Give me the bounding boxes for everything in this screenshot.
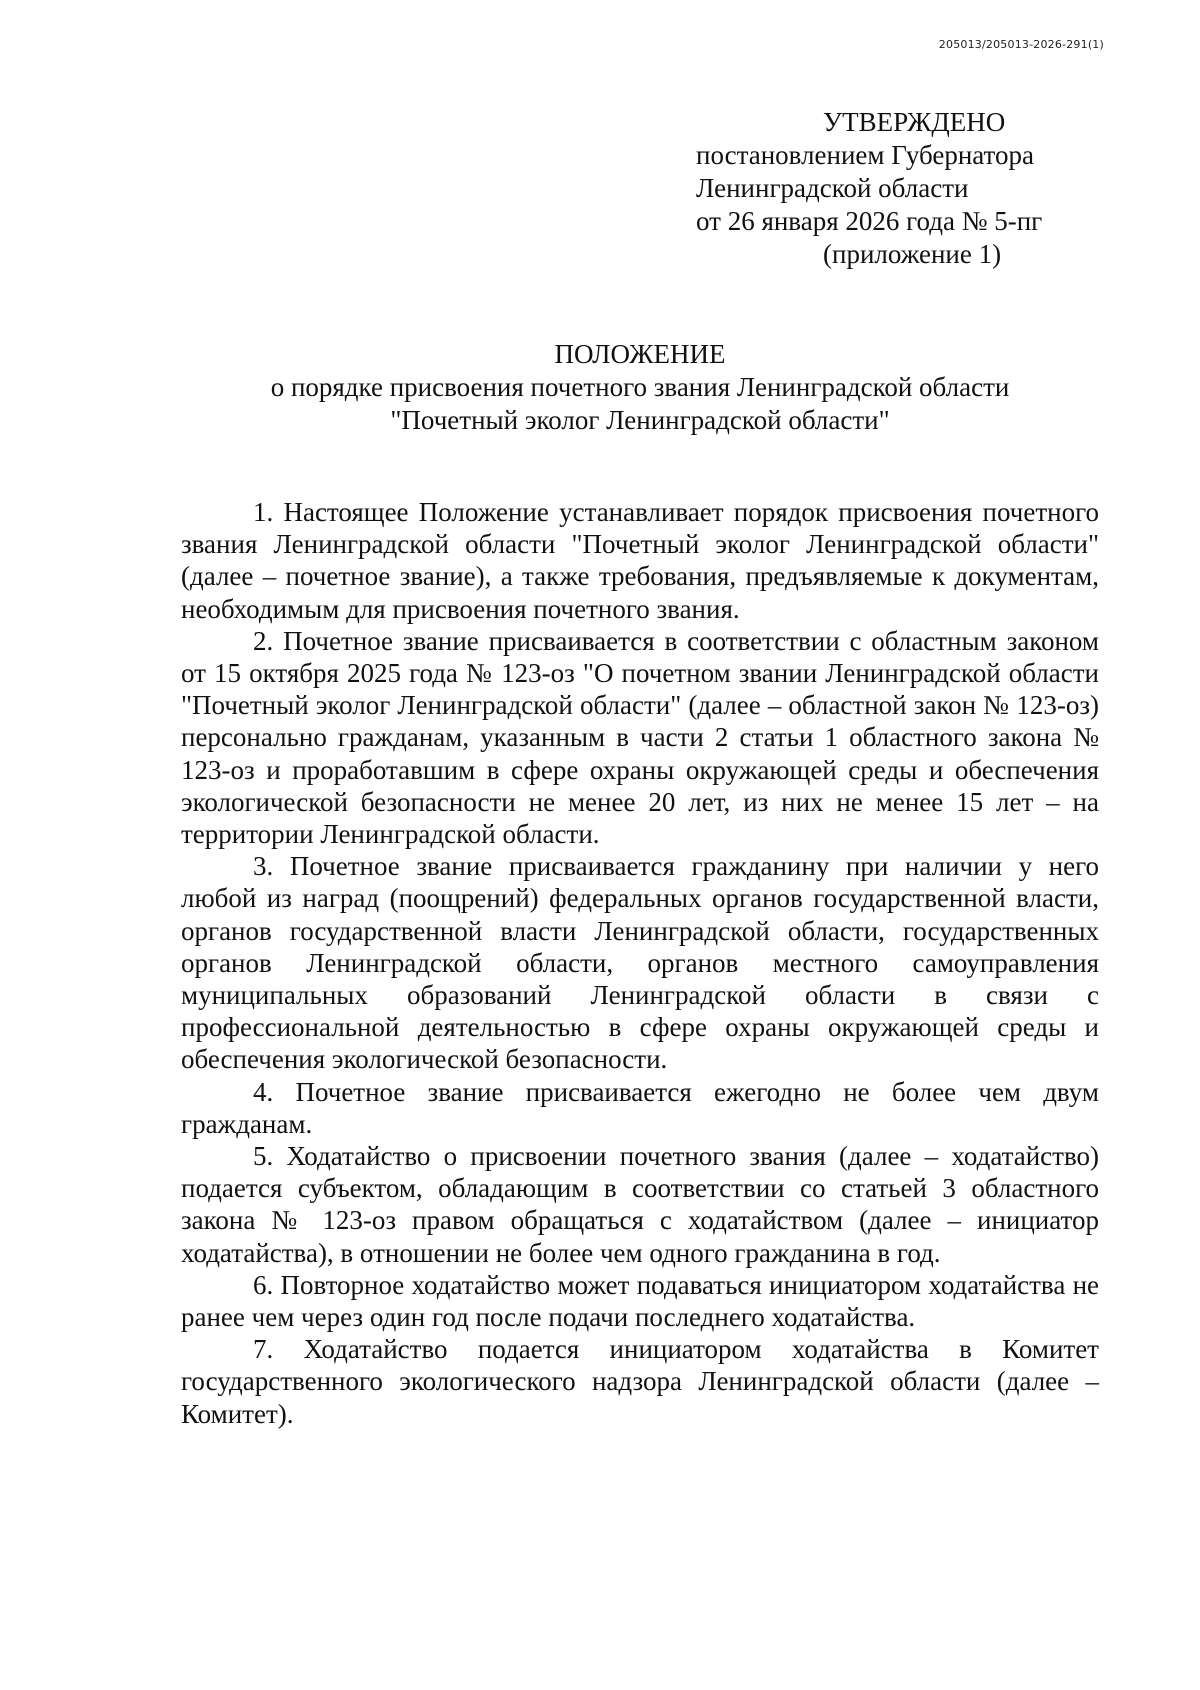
paragraph-5: 5. Ходатайство о присвоении почетного звания (далее – ходатайство) подается субъектом, обладающим в соответствии со статьей 3 областного закона № 123-оз правом обращаться с ходатайством (далее – инициатор ходатайства), в отношении не более чем одного гражданина в год. bbox=[181, 1141, 1099, 1268]
document-title: ПОЛОЖЕНИЕ bbox=[554, 339, 726, 369]
document-subtitle-line-2: "Почетный эколог Ленинградской области" bbox=[390, 405, 890, 435]
approval-line-3: от 26 января 2026 года № 5-пг bbox=[696, 206, 1043, 236]
approval-appendix: (приложение 1) bbox=[823, 239, 1002, 269]
approval-line-2: Ленинградской области bbox=[696, 173, 969, 203]
paragraph-1: 1. Настоящее Положение устанавливает порядок присвоения почетного звания Ленинградской области "Почетный эколог Ленинградской области" (далее – почетное звание), а также требования, предъявляемые к документам, необходимым для присвоения почетного звания. bbox=[181, 497, 1099, 624]
paragraph-4: 4. Почетное звание присваивается ежегодно не более чем двум гражданам. bbox=[181, 1076, 1099, 1139]
document-subtitle-line-1: о порядке присвоения почетного звания Ленинградской области bbox=[270, 372, 1010, 402]
paragraph-7: 7. Ходатайство подается инициатором ходатайства в Комитет государственного экологического надзора Ленинградской области (далее – Комитет). bbox=[181, 1334, 1099, 1429]
approval-heading: УТВЕРЖДЕНО bbox=[823, 107, 1006, 137]
approval-line-1: постановлением Губернатора bbox=[696, 140, 1034, 170]
paragraph-2: 2. Почетное звание присваивается в соответствии с областным законом от 15 октября 2025 года № 123-оз "О почетном звании Ленинградской области "Почетный эколог Ленинградской области" (далее – областной закон № 123-оз) персонально гражданам, указанным в части 2 статьи 1 областного закона № 123-оз и проработавшим в сфере охраны окружающей среды и обеспечения экологической безопасности не менее 20 лет, из них не менее 15 лет – на территории Ленинградской области. bbox=[181, 625, 1099, 850]
paragraph-3: 3. Почетное звание присваивается гражданину при наличии у него любой из наград (поощрений) федеральных органов государственной власти, органов государственной власти Ленинградской области, государственных органов Ленинградской области, органов местного самоуправления муниципальных образований Ленинградской области в связи с профессиональной деятельностью в сфере охраны окружающей среды и обеспечения экологической безопасности. bbox=[181, 851, 1099, 1075]
approval-block bbox=[696, 106, 1042, 271]
document-body bbox=[181, 496, 1099, 1430]
document-title-block bbox=[0, 338, 1200, 437]
document-id: 205013/205013-2026-291(1) bbox=[938, 38, 1104, 51]
paragraph-6: 6. Повторное ходатайство может подаваться инициатором ходатайства не ранее чем через один год после подачи последнего ходатайства. bbox=[181, 1269, 1099, 1333]
